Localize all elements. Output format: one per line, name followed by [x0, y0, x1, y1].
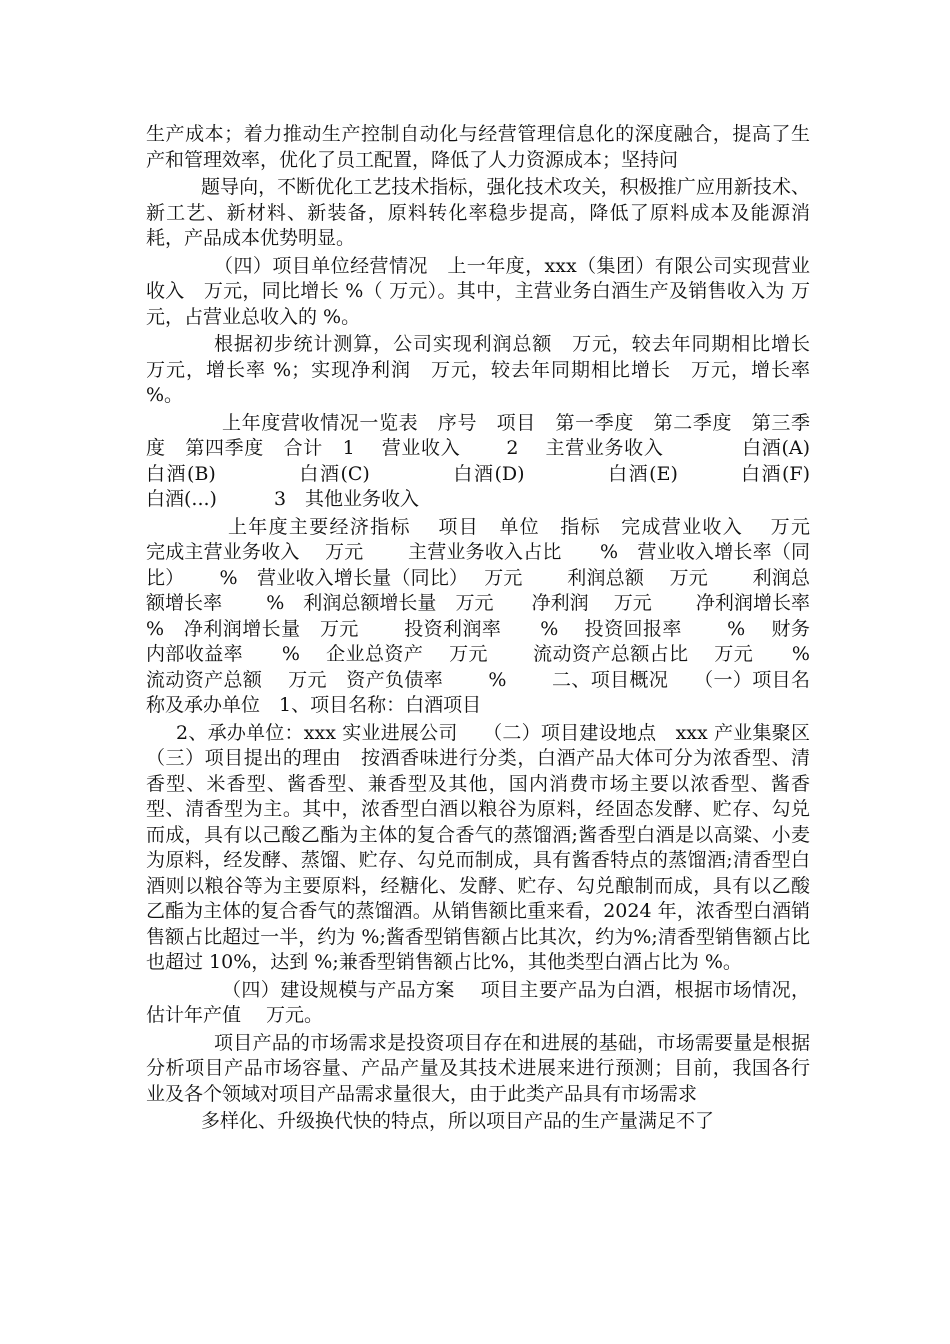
paragraph-project-overview: 2、承办单位：xxx 实业进展公司 （二）项目建设地点 xxx 产业集聚区 （三）项目提出的理由 按酒香味进行分类，白酒产品大体可分为浓香型、清香型、米香型、酱香型、兼香型及其他，国内消费市场主要以浓香型、酱香型、清香型为主。其中，浓香型白酒以粮谷为原料，经固态发酵、贮存、勾兑而成，具有以己酸乙酯为主体的复合香气的蒸馏酒;酱香型白酒是以高粱、小麦为原料，经发酵、蒸馏、贮存、勾兑而制成，具有酱香特点的蒸馏酒;清香型白酒则以粮谷等为主要原料，经糖化、发酵、贮存、勾兑酿制而成，具有以乙酸乙酯为主体的复合香气的蒸馏酒。从销售额比重来看，2024 年，浓香型白酒销售额占比超过一半，约为 %;酱香型销售额占比其次，约为%;清香型销售额占比也超过 10%，达到 %;兼香型销售额占比%，其他类型白酒占比为 %。 — [146, 721, 836, 973]
paragraph-revenue-table: 上年度营收情况一览表 序号 项目 第一季度 第二季度 第三季度 第四季度 合计 1 营业收入 2 主营业务收入 白酒(A) 白酒(B) 白酒(C) 白酒(D) 白酒(E) 白酒(F) 白酒(...) 3 其他业务收入 — [146, 411, 887, 510]
paragraph-4: 根据初步统计测算，公司实现利润总额 万元，较去年同期相比增长 万元，增长率 %；实现净利润 万元，较去年同期相比增长 万元，增长率 %。 — [146, 333, 830, 406]
paragraph-scale-plan: （四）建设规模与产品方案 项目主要产品为白酒，根据市场情况，估计年产值 万元。 — [146, 978, 810, 1026]
paragraph-3: （四）项目单位经营情况 上一年度，xxx（集团）有限公司实现营业收入 万元，同比增长 %（ 万元）。其中，主营业务白酒生产及销售收入为 万元，占营业总收入的 %。 — [146, 254, 810, 328]
paragraph-market-demand: 项目产品的市场需求是投资项目存在和进展的基础，市场需要量是根据分析项目产品市场容量、产品产量及其技术进展来进行预测；目前，我国各行业及各个领域对项目产品需求量很大，由于此类产品具有市场需求 — [146, 1031, 810, 1105]
paragraph-1: 生产成本；着力推动生产控制自动化与经营管理信息化的深度融合，提高了生产和管理效率，优化了员工配置，降低了人力资源成本；坚持问 — [146, 123, 810, 171]
paragraph-2: 题导向，不断优化工艺技术指标，强化技术攻关，积极推广应用新技术、新工艺、新材料、新装备，原料转化率稳步提高，降低了原料成本及能源消耗，产品成本优势明显。 — [146, 176, 810, 249]
paragraph-last: 多样化、升级换代快的特点，所以项目产品的生产量满足不了 — [201, 1110, 715, 1132]
paragraph-economic-indicators: 上年度主要经济指标 项目 单位 指标 完成营业收入 万元 完成主营业务收入 万元 主营业务收入占比 % 营业收入增长率（同比） % 营业收入增长量（同比） 万元 利润总额 万元 利润总额增长率 % 利润总额增长量 万元 净利润 万元 净利润增长率 % 净利润增长量 万元 投资利润率 % 投资回报率 % 财务内部收益率 % 企业总资产 万元 流动资产总额占比 万元 % 流动资产总额 万元 资产负债率 % 二、项目概况 （一）项目名称及承办单位 1、项目名称：白酒项目 — [146, 515, 855, 716]
document-page — [146, 122, 887, 1137]
